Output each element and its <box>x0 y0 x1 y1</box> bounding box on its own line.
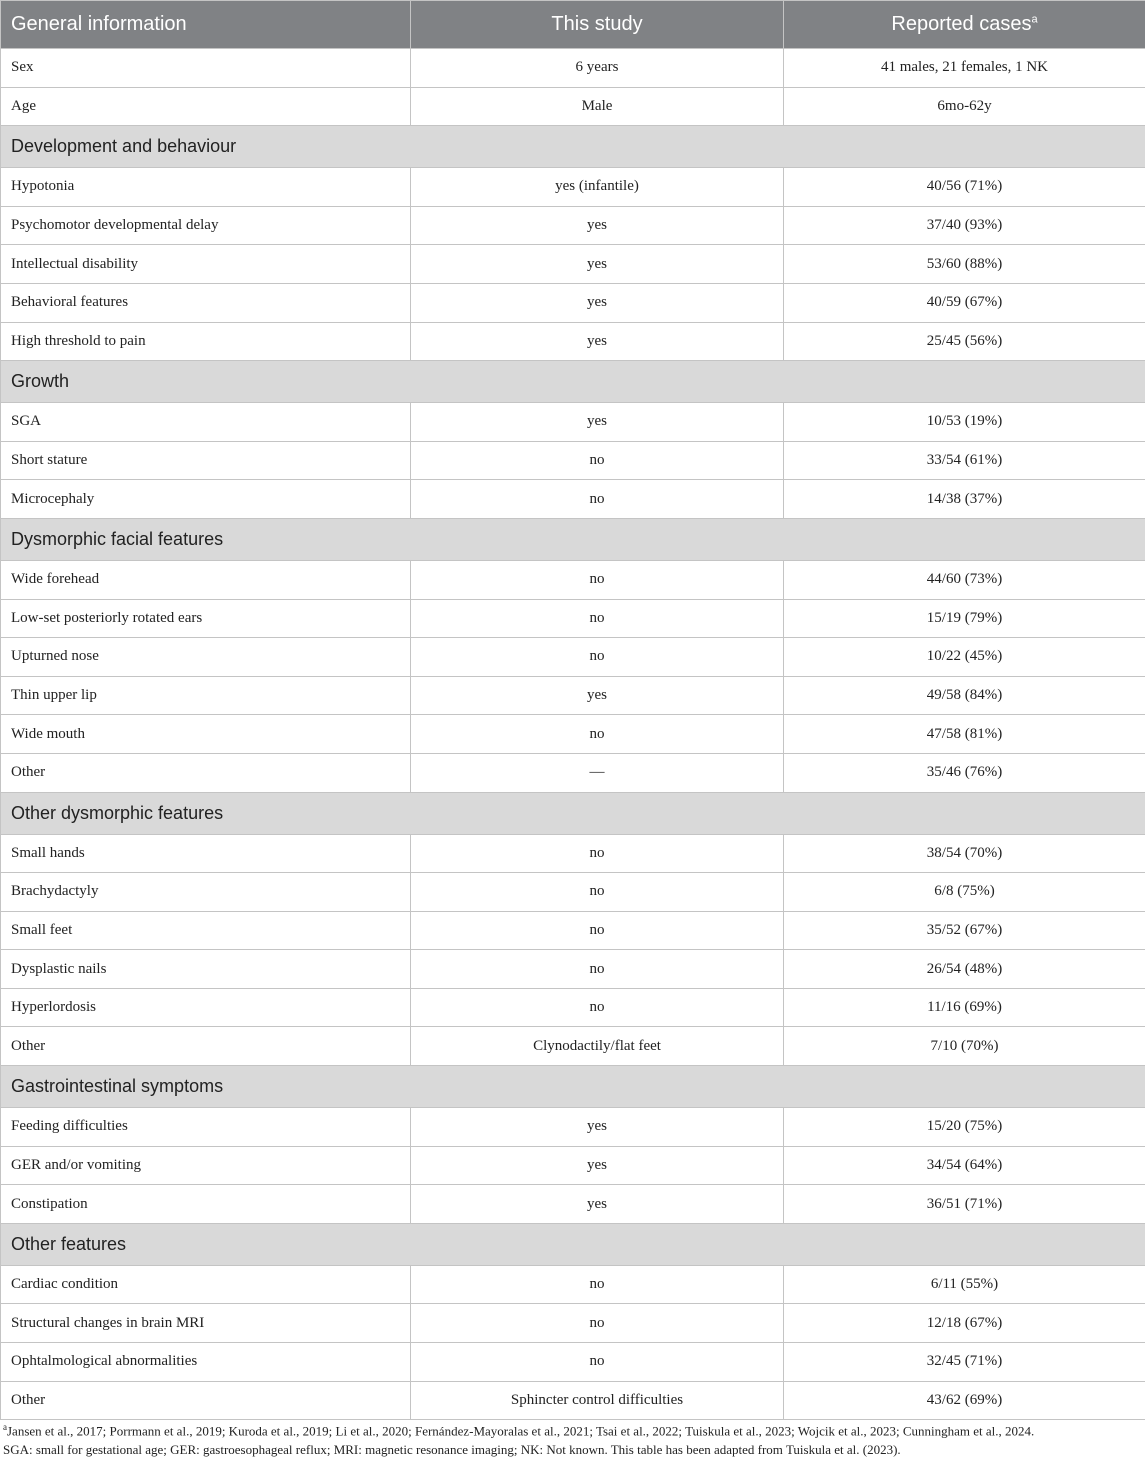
feature-cell: Psychomotor developmental delay <box>1 206 411 245</box>
table-row <box>1 441 1145 480</box>
header-footnote-marker: a <box>1031 13 1037 25</box>
table-row <box>1 599 1145 638</box>
feature-cell: Sex <box>1 49 411 88</box>
reported-cases-cell: 53/60 (88%) <box>784 245 1145 284</box>
this-study-cell: no <box>411 480 784 519</box>
feature-cell: Low-set posteriorly rotated ears <box>1 599 411 638</box>
feature-cell: Other <box>1 753 411 792</box>
table-row <box>1 560 1145 599</box>
this-study-cell: no <box>411 1343 784 1382</box>
reported-cases-cell: 10/22 (45%) <box>784 638 1145 677</box>
this-study-cell: no <box>411 560 784 599</box>
table-row <box>1 1343 1145 1382</box>
this-study-cell: yes <box>411 676 784 715</box>
reported-cases-cell: 40/56 (71%) <box>784 168 1145 207</box>
reported-cases-cell: 11/16 (69%) <box>784 988 1145 1027</box>
this-study-cell: no <box>411 441 784 480</box>
table-row <box>1 1027 1145 1066</box>
this-study-cell: yes <box>411 322 784 361</box>
section-header-row <box>1 1223 1145 1265</box>
section-header-row <box>1 361 1145 403</box>
feature-cell: Brachydactyly <box>1 873 411 912</box>
reported-cases-cell: 36/51 (71%) <box>784 1185 1145 1224</box>
reported-cases-cell: 7/10 (70%) <box>784 1027 1145 1066</box>
this-study-cell: no <box>411 873 784 912</box>
reported-cases-cell: 6/11 (55%) <box>784 1265 1145 1304</box>
this-study-cell: no <box>411 988 784 1027</box>
header-this-study: This study <box>411 1 784 49</box>
feature-cell: Short stature <box>1 441 411 480</box>
table-row <box>1 206 1145 245</box>
table-row <box>1 49 1145 88</box>
feature-cell: SGA <box>1 403 411 442</box>
reported-cases-cell: 43/62 (69%) <box>784 1381 1145 1420</box>
reported-cases-cell: 49/58 (84%) <box>784 676 1145 715</box>
this-study-cell: — <box>411 753 784 792</box>
section-header-row <box>1 126 1145 168</box>
feature-cell: Upturned nose <box>1 638 411 677</box>
this-study-cell: yes <box>411 1108 784 1147</box>
table-row <box>1 676 1145 715</box>
feature-cell: Wide forehead <box>1 560 411 599</box>
table-row <box>1 950 1145 989</box>
this-study-cell: yes <box>411 1146 784 1185</box>
header-reported-cases <box>784 1 1145 49</box>
feature-cell: Hypotonia <box>1 168 411 207</box>
reported-cases-cell: 38/54 (70%) <box>784 834 1145 873</box>
reported-cases-cell: 35/46 (76%) <box>784 753 1145 792</box>
reported-cases-cell: 35/52 (67%) <box>784 911 1145 950</box>
table-row <box>1 1146 1145 1185</box>
table-row <box>1 753 1145 792</box>
section-label: Other dysmorphic features <box>1 792 1145 834</box>
feature-cell: Ophtalmological abnormalities <box>1 1343 411 1382</box>
reported-cases-cell: 37/40 (93%) <box>784 206 1145 245</box>
table-row <box>1 873 1145 912</box>
this-study-cell: Clynodactily/flat feet <box>411 1027 784 1066</box>
feature-cell: Other <box>1 1027 411 1066</box>
feature-cell: Dysplastic nails <box>1 950 411 989</box>
this-study-cell: yes <box>411 245 784 284</box>
this-study-cell: no <box>411 1304 784 1343</box>
feature-cell: Constipation <box>1 1185 411 1224</box>
feature-cell: Other <box>1 1381 411 1420</box>
feature-cell: Intellectual disability <box>1 245 411 284</box>
table-row <box>1 638 1145 677</box>
this-study-cell: yes <box>411 1185 784 1224</box>
feature-cell: Age <box>1 87 411 126</box>
feature-cell: High threshold to pain <box>1 322 411 361</box>
feature-cell: Cardiac condition <box>1 1265 411 1304</box>
table-row <box>1 1185 1145 1224</box>
section-label: Development and behaviour <box>1 126 1145 168</box>
table-header-row <box>1 1 1145 49</box>
this-study-cell: Male <box>411 87 784 126</box>
reported-cases-cell: 14/38 (37%) <box>784 480 1145 519</box>
feature-cell: Hyperlordosis <box>1 988 411 1027</box>
table-row <box>1 322 1145 361</box>
reported-cases-cell: 44/60 (73%) <box>784 560 1145 599</box>
header-reported-cases-label: Reported cases <box>891 13 1031 35</box>
table-row <box>1 168 1145 207</box>
table-row <box>1 87 1145 126</box>
reported-cases-cell: 32/45 (71%) <box>784 1343 1145 1382</box>
section-label: Dysmorphic facial features <box>1 518 1145 560</box>
reported-cases-cell: 12/18 (67%) <box>784 1304 1145 1343</box>
feature-cell: Thin upper lip <box>1 676 411 715</box>
reported-cases-cell: 34/54 (64%) <box>784 1146 1145 1185</box>
section-label: Gastrointestinal symptoms <box>1 1066 1145 1108</box>
feature-cell: Feeding difficulties <box>1 1108 411 1147</box>
feature-cell: Structural changes in brain MRI <box>1 1304 411 1343</box>
section-header-row <box>1 792 1145 834</box>
this-study-cell: no <box>411 1265 784 1304</box>
table-body <box>1 49 1145 1420</box>
this-study-cell: no <box>411 911 784 950</box>
feature-cell: Wide mouth <box>1 715 411 754</box>
footnote-references <box>3 1418 1143 1440</box>
reported-cases-cell: 40/59 (67%) <box>784 283 1145 322</box>
this-study-cell: yes <box>411 403 784 442</box>
table-row <box>1 1304 1145 1343</box>
table-row <box>1 1265 1145 1304</box>
table-row <box>1 245 1145 284</box>
this-study-cell: no <box>411 638 784 677</box>
table-row <box>1 480 1145 519</box>
table-row <box>1 1381 1145 1420</box>
reported-cases-cell: 15/20 (75%) <box>784 1108 1145 1147</box>
reported-cases-cell: 25/45 (56%) <box>784 322 1145 361</box>
footnote-a-marker: a <box>3 1422 7 1432</box>
feature-cell: Microcephaly <box>1 480 411 519</box>
this-study-cell: no <box>411 834 784 873</box>
reported-cases-cell: 33/54 (61%) <box>784 441 1145 480</box>
reported-cases-cell: 26/54 (48%) <box>784 950 1145 989</box>
table-row <box>1 834 1145 873</box>
this-study-cell: yes <box>411 206 784 245</box>
section-label: Growth <box>1 361 1145 403</box>
this-study-cell: no <box>411 950 784 989</box>
table-row <box>1 911 1145 950</box>
feature-cell: Small feet <box>1 911 411 950</box>
feature-cell: Behavioral features <box>1 283 411 322</box>
footnote-a-text: Jansen et al., 2017; Porrmann et al., 2019; Kuroda et al., 2019; Li et al., 2020; Fernández-Mayoralas et al., 2021; Tsai et al., 2022; Tuiskula et al., 2023; Wojcik et al., 2023; Cunningham et al., 2024. <box>7 1423 1034 1438</box>
section-header-row <box>1 1066 1145 1108</box>
reported-cases-cell: 41 males, 21 females, 1 NK <box>784 49 1145 88</box>
feature-cell: GER and/or vomiting <box>1 1146 411 1185</box>
feature-cell: Small hands <box>1 834 411 873</box>
table-row <box>1 715 1145 754</box>
reported-cases-cell: 47/58 (81%) <box>784 715 1145 754</box>
header-general-information: General information <box>1 1 411 49</box>
table-row <box>1 403 1145 442</box>
section-label: Other features <box>1 1223 1145 1265</box>
table-row <box>1 988 1145 1027</box>
table-row <box>1 1108 1145 1147</box>
section-header-row <box>1 518 1145 560</box>
table-footnotes <box>3 1418 1143 1459</box>
reported-cases-cell: 6/8 (75%) <box>784 873 1145 912</box>
this-study-cell: no <box>411 715 784 754</box>
this-study-cell: no <box>411 599 784 638</box>
reported-cases-cell: 15/19 (79%) <box>784 599 1145 638</box>
this-study-cell: yes <box>411 283 784 322</box>
this-study-cell: 6 years <box>411 49 784 88</box>
footnote-abbreviations: SGA: small for gestational age; GER: gastroesophageal reflux; MRI: magnetic resonance imaging; NK: Not known. This table has been adapted from Tuiskula et al. (2023). <box>3 1440 1143 1459</box>
reported-cases-cell: 6mo-62y <box>784 87 1145 126</box>
reported-cases-cell: 10/53 (19%) <box>784 403 1145 442</box>
table-row <box>1 283 1145 322</box>
this-study-cell: yes (infantile) <box>411 168 784 207</box>
this-study-cell: Sphincter control difficulties <box>411 1381 784 1420</box>
